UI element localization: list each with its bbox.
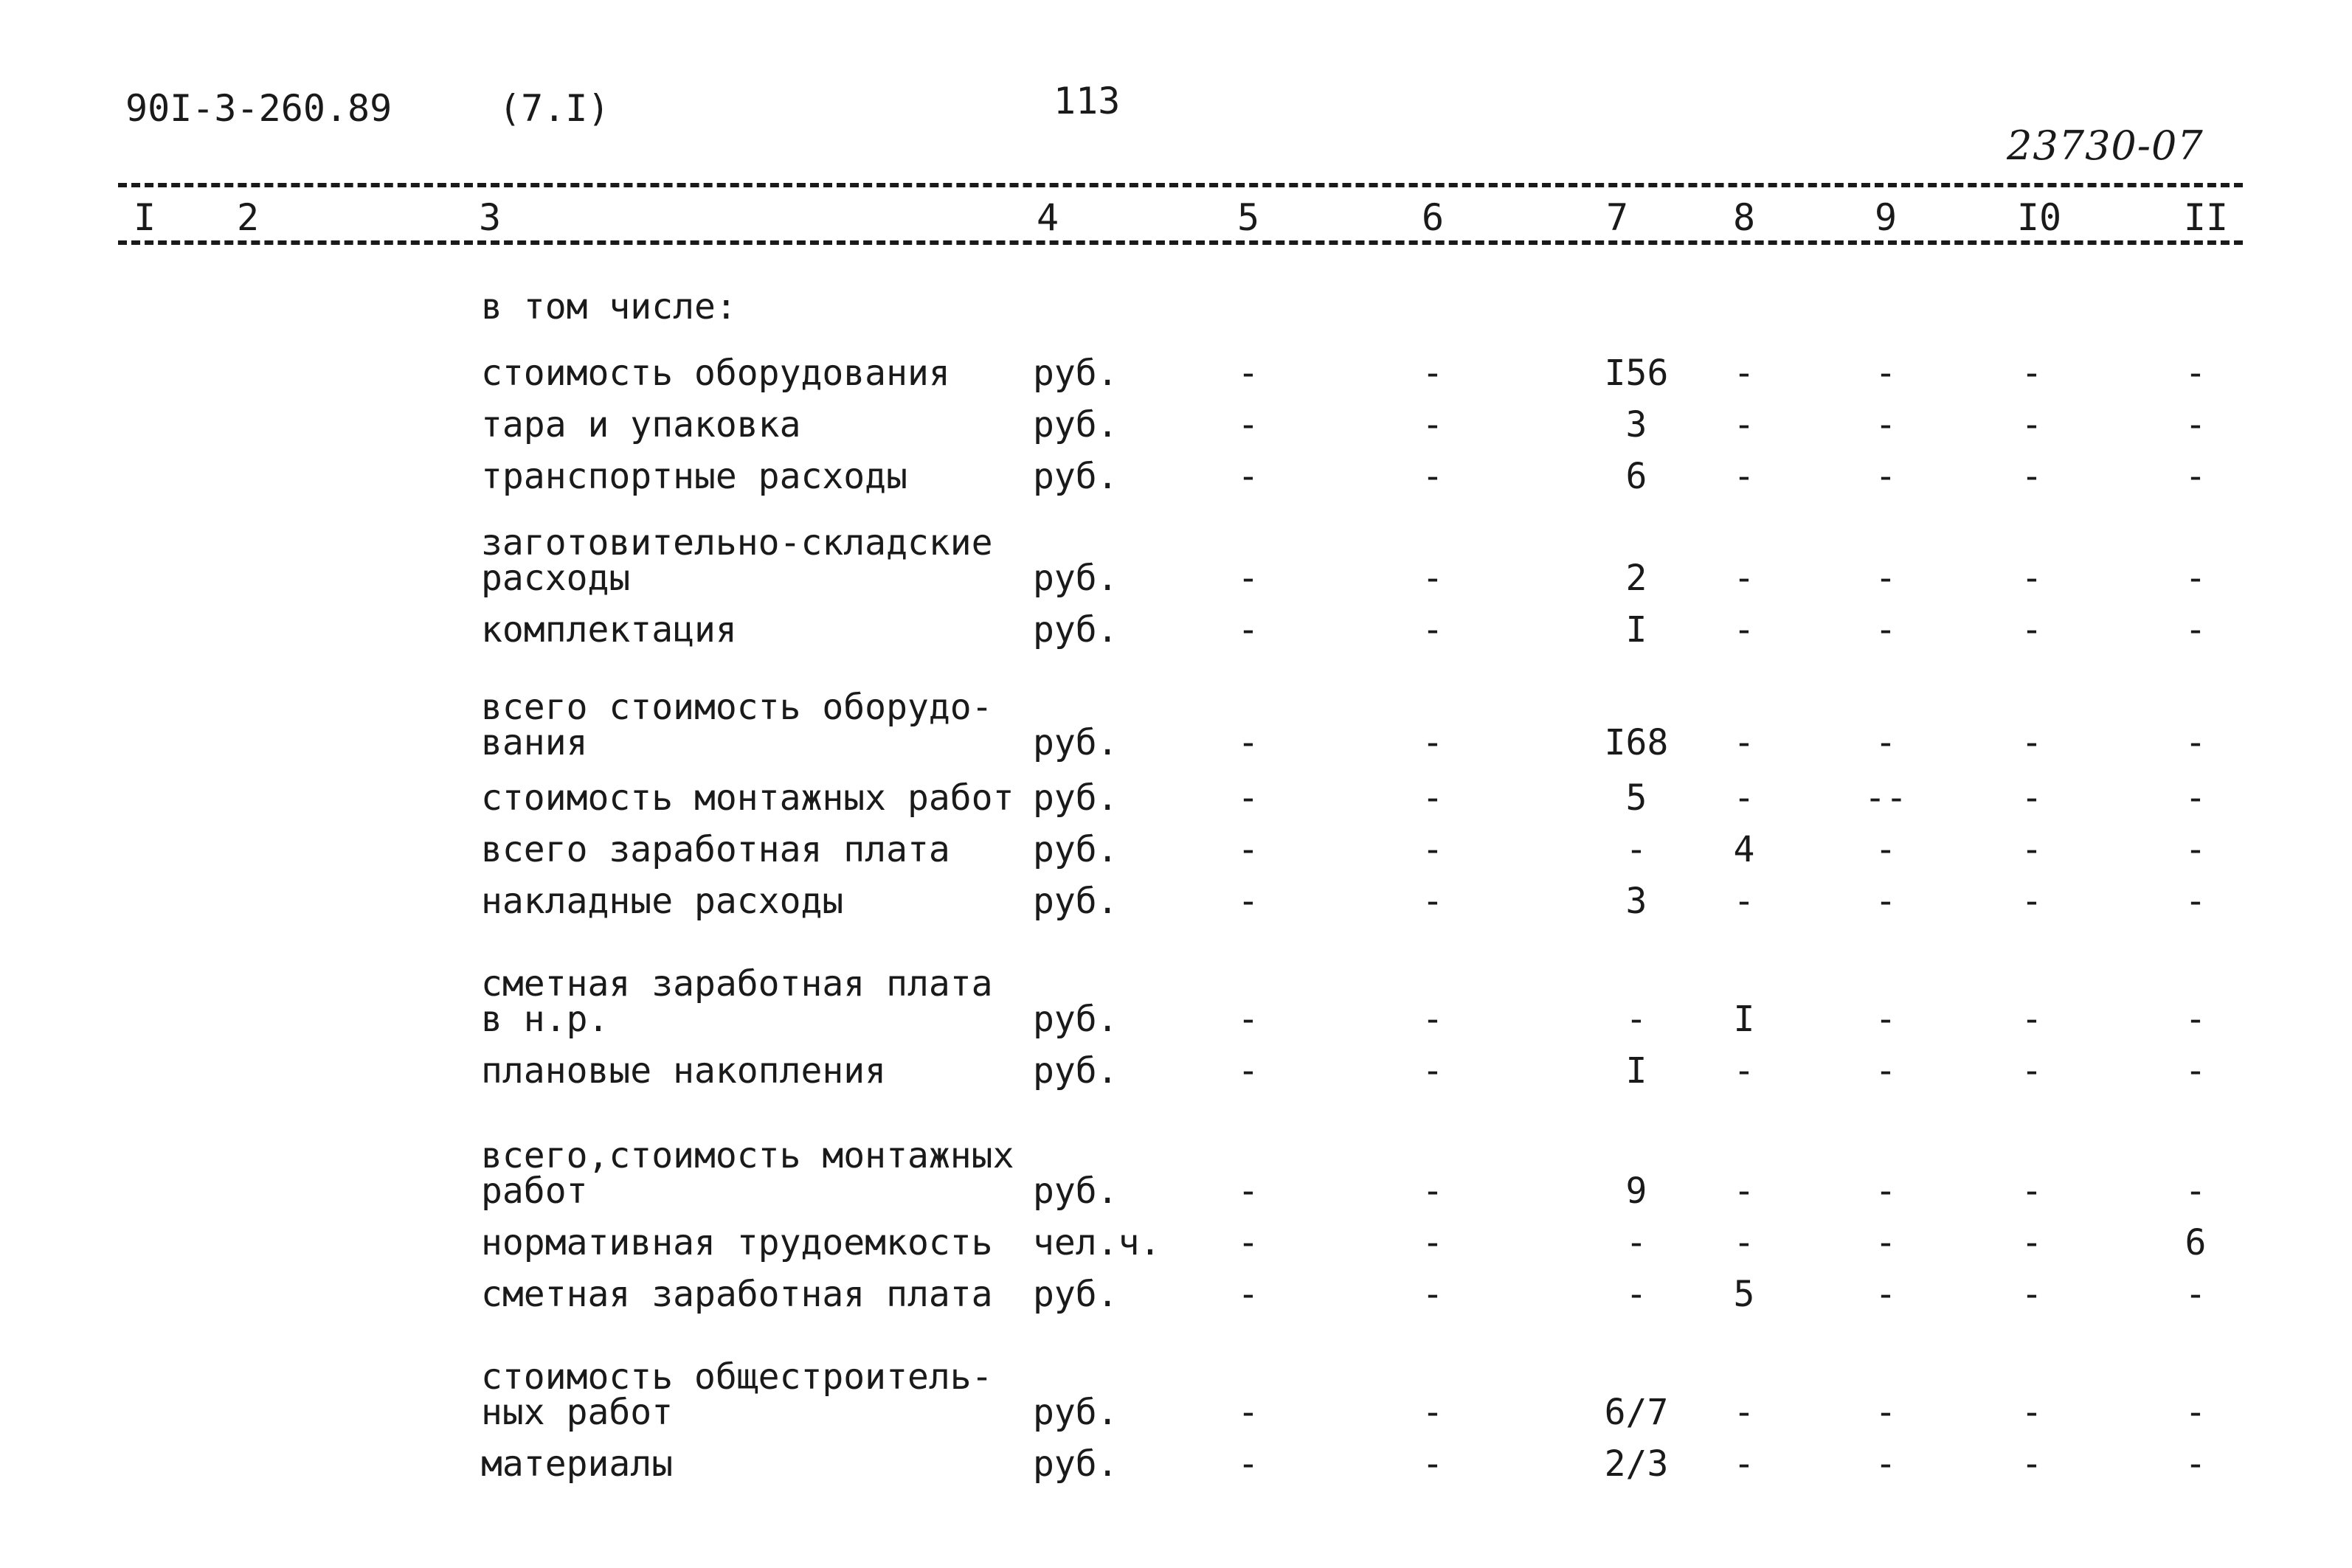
- column-number-4: 4: [1036, 196, 1059, 239]
- row-value-c5: -: [1237, 777, 1259, 819]
- row-value-c10: -: [2021, 722, 2043, 763]
- row-value-c10: -: [2021, 881, 2043, 922]
- row-unit: руб.: [1033, 1274, 1118, 1315]
- row-value-c8: 4: [1733, 829, 1755, 870]
- row-label: комплектация: [481, 609, 737, 651]
- row-value-c11: 6: [2185, 1222, 2207, 1263]
- row-value-c11: -: [2185, 353, 2207, 394]
- row-value-c11: -: [2185, 1274, 2207, 1315]
- row-value-c7: I68: [1604, 722, 1669, 763]
- row-value-c10: -: [2021, 1274, 2043, 1315]
- row-unit: руб.: [1033, 558, 1118, 599]
- row-value-c6: -: [1422, 558, 1444, 599]
- row-value-c5: -: [1237, 353, 1259, 394]
- row-value-c6: -: [1422, 353, 1444, 394]
- row-unit: руб.: [1033, 1170, 1118, 1212]
- row-value-c6: -: [1422, 881, 1444, 922]
- row-value-c7: 5: [1625, 777, 1647, 819]
- row-value-c11: -: [2185, 1170, 2207, 1212]
- row-label: всего заработная плата: [481, 829, 950, 870]
- row-value-c9: -: [1875, 1274, 1897, 1315]
- row-value-c5: -: [1237, 404, 1259, 445]
- row-unit: руб.: [1033, 609, 1118, 651]
- row-value-c7: -: [1625, 1274, 1647, 1315]
- row-value-c9: -: [1875, 881, 1897, 922]
- archive-number: 23730-07: [2007, 122, 2204, 169]
- row-value-c9: -: [1875, 829, 1897, 870]
- row-value-c10: -: [2021, 1392, 2043, 1433]
- row-label: нормативная трудоемкость: [481, 1222, 993, 1263]
- row-unit: руб.: [1033, 829, 1118, 870]
- page-number: 113: [1054, 80, 1121, 122]
- row-value-c5: -: [1237, 722, 1259, 763]
- row-unit: руб.: [1033, 404, 1118, 445]
- row-value-c9: --: [1864, 777, 1907, 819]
- row-unit: руб.: [1033, 777, 1118, 819]
- row-value-c7: 2/3: [1604, 1443, 1669, 1485]
- row-value-c8: -: [1733, 1222, 1755, 1263]
- row-label: заготовительно-складские: [481, 522, 993, 563]
- row-value-c8: -: [1733, 558, 1755, 599]
- row-value-c6: -: [1422, 609, 1444, 651]
- row-value-c8: -: [1733, 609, 1755, 651]
- row-value-c7: 6: [1625, 456, 1647, 497]
- row-value-c10: -: [2021, 609, 2043, 651]
- column-number-2: 2: [236, 196, 260, 239]
- row-unit: руб.: [1033, 999, 1118, 1040]
- column-number-1: I: [133, 196, 156, 239]
- row-label: сметная заработная плата: [481, 963, 993, 1005]
- row-value-c7: I: [1625, 1050, 1647, 1092]
- row-value-c10: -: [2021, 558, 2043, 599]
- column-number-8: 8: [1732, 196, 1756, 239]
- row-label: плановые накопления: [481, 1050, 887, 1092]
- row-value-c10: -: [2021, 999, 2043, 1040]
- row-value-c10: -: [2021, 777, 2043, 819]
- document-code: 90I-3-260.89: [125, 87, 392, 130]
- section-intro: в том числе:: [481, 286, 737, 327]
- row-value-c11: -: [2185, 722, 2207, 763]
- row-value-c6: -: [1422, 1443, 1444, 1485]
- row-value-c5: -: [1237, 999, 1259, 1040]
- row-value-c5: -: [1237, 1443, 1259, 1485]
- row-value-c7: 3: [1625, 404, 1647, 445]
- row-value-c9: -: [1875, 1050, 1897, 1092]
- column-number-5: 5: [1236, 196, 1260, 239]
- row-label: сметная заработная плата: [481, 1274, 993, 1315]
- row-label: работ: [481, 1170, 588, 1212]
- row-value-c10: -: [2021, 1050, 2043, 1092]
- row-value-c7: -: [1625, 1222, 1647, 1263]
- row-label: материалы: [481, 1443, 674, 1485]
- column-number-6: 6: [1421, 196, 1445, 239]
- row-value-c11: -: [2185, 1443, 2207, 1485]
- row-value-c7: 3: [1625, 881, 1647, 922]
- table-header-rule: [118, 240, 2243, 245]
- row-unit: руб.: [1033, 456, 1118, 497]
- row-value-c8: I: [1733, 999, 1755, 1040]
- row-value-c9: -: [1875, 999, 1897, 1040]
- row-label: всего,стоимость монтажных: [481, 1135, 1014, 1176]
- row-value-c10: -: [2021, 1170, 2043, 1212]
- row-value-c10: -: [2021, 404, 2043, 445]
- row-value-c8: -: [1733, 777, 1755, 819]
- row-unit: руб.: [1033, 881, 1118, 922]
- row-value-c8: 5: [1733, 1274, 1755, 1315]
- row-label: всего стоимость оборудо-: [481, 687, 993, 728]
- table-top-rule: [118, 183, 2243, 187]
- row-value-c5: -: [1237, 456, 1259, 497]
- row-unit: руб.: [1033, 1050, 1118, 1092]
- row-value-c6: -: [1422, 1222, 1444, 1263]
- row-value-c10: -: [2021, 829, 2043, 870]
- row-value-c5: -: [1237, 1274, 1259, 1315]
- row-value-c8: -: [1733, 1443, 1755, 1485]
- row-value-c7: 9: [1625, 1170, 1647, 1212]
- row-value-c6: -: [1422, 1050, 1444, 1092]
- row-label: накладные расходы: [481, 881, 844, 922]
- row-value-c6: -: [1422, 456, 1444, 497]
- row-value-c7: 6/7: [1604, 1392, 1669, 1433]
- column-number-10: I0: [2016, 196, 2062, 239]
- row-value-c5: -: [1237, 881, 1259, 922]
- row-value-c8: -: [1733, 404, 1755, 445]
- row-value-c8: -: [1733, 1392, 1755, 1433]
- row-unit: руб.: [1033, 1392, 1118, 1433]
- row-value-c7: -: [1625, 829, 1647, 870]
- row-value-c9: -: [1875, 404, 1897, 445]
- row-value-c8: -: [1733, 353, 1755, 394]
- column-number-9: 9: [1874, 196, 1898, 239]
- section-number: (7.I): [499, 87, 610, 130]
- row-value-c9: -: [1875, 353, 1897, 394]
- row-value-c11: -: [2185, 999, 2207, 1040]
- row-value-c5: -: [1237, 829, 1259, 870]
- row-value-c9: -: [1875, 1392, 1897, 1433]
- row-value-c5: -: [1237, 1222, 1259, 1263]
- row-label: вания: [481, 722, 588, 763]
- row-value-c9: -: [1875, 1222, 1897, 1263]
- row-value-c11: -: [2185, 609, 2207, 651]
- row-value-c6: -: [1422, 1170, 1444, 1212]
- row-value-c9: -: [1875, 1443, 1897, 1485]
- row-label: стоимость монтажных работ: [481, 777, 1014, 819]
- row-value-c11: -: [2185, 456, 2207, 497]
- row-value-c5: -: [1237, 1170, 1259, 1212]
- row-value-c8: -: [1733, 1170, 1755, 1212]
- row-label: тара и упаковка: [481, 404, 801, 445]
- row-label: ных работ: [481, 1392, 674, 1433]
- row-value-c7: 2: [1625, 558, 1647, 599]
- row-value-c6: -: [1422, 1274, 1444, 1315]
- row-value-c6: -: [1422, 999, 1444, 1040]
- row-value-c9: -: [1875, 1170, 1897, 1212]
- row-label: стоимость общестроитель-: [481, 1356, 993, 1398]
- row-value-c9: -: [1875, 456, 1897, 497]
- row-value-c9: -: [1875, 722, 1897, 763]
- row-value-c11: -: [2185, 404, 2207, 445]
- row-value-c11: -: [2185, 1392, 2207, 1433]
- row-value-c7: -: [1625, 999, 1647, 1040]
- row-value-c8: -: [1733, 456, 1755, 497]
- row-value-c11: -: [2185, 1050, 2207, 1092]
- row-label: расходы: [481, 558, 631, 599]
- row-value-c5: -: [1237, 1392, 1259, 1433]
- row-value-c5: -: [1237, 558, 1259, 599]
- column-number-11: II: [2183, 196, 2229, 239]
- row-label: в н.р.: [481, 999, 609, 1040]
- row-value-c5: -: [1237, 609, 1259, 651]
- row-value-c6: -: [1422, 1392, 1444, 1433]
- row-unit: чел.ч.: [1033, 1222, 1161, 1263]
- row-value-c11: -: [2185, 777, 2207, 819]
- row-value-c10: -: [2021, 1443, 2043, 1485]
- column-number-3: 3: [478, 196, 502, 239]
- row-value-c11: -: [2185, 558, 2207, 599]
- row-value-c10: -: [2021, 456, 2043, 497]
- row-value-c6: -: [1422, 829, 1444, 870]
- row-value-c11: -: [2185, 829, 2207, 870]
- row-value-c8: -: [1733, 881, 1755, 922]
- row-value-c5: -: [1237, 1050, 1259, 1092]
- row-unit: руб.: [1033, 722, 1118, 763]
- row-value-c11: -: [2185, 881, 2207, 922]
- row-unit: руб.: [1033, 353, 1118, 394]
- row-value-c6: -: [1422, 777, 1444, 819]
- row-value-c8: -: [1733, 1050, 1755, 1092]
- row-unit: руб.: [1033, 1443, 1118, 1485]
- row-value-c10: -: [2021, 353, 2043, 394]
- row-value-c9: -: [1875, 609, 1897, 651]
- row-value-c7: I56: [1604, 353, 1669, 394]
- row-value-c9: -: [1875, 558, 1897, 599]
- row-value-c7: I: [1625, 609, 1647, 651]
- row-value-c8: -: [1733, 722, 1755, 763]
- row-label: транспортные расходы: [481, 456, 907, 497]
- row-value-c10: -: [2021, 1222, 2043, 1263]
- row-label: стоимость оборудования: [481, 353, 950, 394]
- row-value-c6: -: [1422, 722, 1444, 763]
- row-value-c6: -: [1422, 404, 1444, 445]
- column-number-7: 7: [1605, 196, 1629, 239]
